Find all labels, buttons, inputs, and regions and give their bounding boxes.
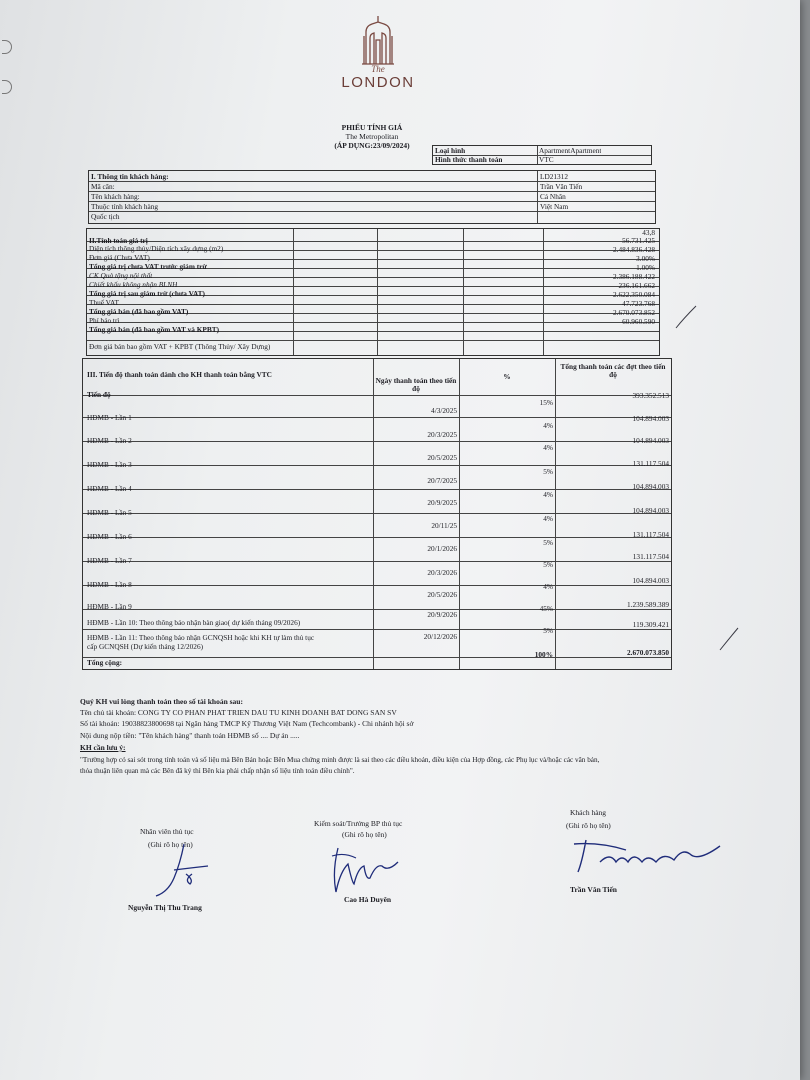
schedule-pct-10: 45% [539, 605, 553, 613]
schedule-stage-5: HĐMB - Lần 5 [87, 509, 132, 517]
brand-logo [333, 14, 423, 91]
schedule-amount-11: 119.309.421 [632, 621, 669, 629]
note-line-1: "Trường hợp có sai sót trong tính toán và số liệu mà Bên Bán hoặc Bên Mua chứng minh được là sai theo các điều khoản, điều kiện của Hợp đồng, các Phụ lục và/hoặc các văn bản, [80, 756, 600, 764]
customer-name-value: Trần Văn Tiến [540, 183, 583, 191]
schedule-date-6: 20/11/25 [431, 522, 457, 530]
pricing-label-2: Đơn giá (Chưa VAT) [89, 254, 150, 262]
pricing-section-title: II.Tính toán giá trị [89, 237, 148, 245]
schedule-amount-6: 104.894.003 [632, 507, 669, 515]
schedule-stage-2: HĐMB - Lần 2 [87, 437, 132, 445]
pricing-value-6: 236.161.662 [618, 282, 655, 290]
customer-name-label: Tên khách hàng: [91, 193, 140, 201]
schedule-date-3: 20/5/2025 [427, 454, 457, 462]
bank-holder: Tên chủ tài khoản: CONG TY CO PHAN PHAT TRIEN DAU TU KINH DOANH BAT DONG SAN SV [80, 708, 397, 717]
pricing-value-4: 1.00% [636, 264, 655, 272]
schedule-pct-6: 4% [543, 515, 553, 523]
schedule-stage-7: HĐMB - Lần 7 [87, 557, 132, 565]
schedule-pct-11: 5% [543, 627, 553, 635]
schedule-amount-9: 104.894.003 [632, 577, 669, 585]
schedule-pct-2: 4% [543, 422, 553, 430]
type-value: ApartmentApartment [539, 147, 602, 155]
pricing-value-10: 60.960.590 [622, 318, 655, 326]
type-table [432, 145, 652, 165]
note-line-2: thỏa thuận liên quan mà các Bên đã ký thì Bên kia phải chấp nhận số liệu tính toán điều chỉnh". [80, 767, 355, 775]
schedule-total-label: Tổng cộng: [87, 659, 123, 667]
schedule-pct-7: 5% [543, 539, 553, 547]
schedule-date-8: 20/3/2026 [427, 569, 457, 577]
brand-name: LONDON [341, 74, 415, 91]
signer-3-name: Trần Văn Tiến [570, 885, 617, 894]
schedule-amount-4: 131.117.504 [632, 460, 669, 468]
signature-2 [326, 842, 406, 898]
schedule-stage-6: HĐMB - Lần 6 [87, 533, 132, 541]
schedule-stage-4: HĐMB - Lần 4 [87, 485, 132, 493]
signature-3 [570, 832, 730, 878]
pricing-value-5: 2.386.188.422 [613, 273, 655, 281]
signer-2-hint: (Ghi rõ họ tên) [342, 830, 387, 839]
customer-type-label: Thuộc tính khách hàng [91, 203, 159, 211]
pricing-table [86, 228, 660, 356]
schedule-date-5: 20/9/2025 [427, 499, 457, 507]
type-label: Loại hình [435, 147, 466, 155]
schedule-stage-10: HĐMB - Lần 10: Theo thông báo nhận bàn giao( dự kiến tháng 09/2026) [87, 619, 301, 627]
nationality-label: Quốc tịch [91, 213, 120, 221]
schedule-stage-11-cont: cấp GCNQSH (Dự kiến tháng 12/2026) [87, 643, 204, 651]
brand-the: The [371, 64, 385, 74]
signer-2-role: Kiểm soát/Trưởng BP thủ tục [314, 819, 403, 828]
schedule-stage-1: HĐMB - Lần 1 [87, 414, 132, 422]
bank-account: Số tài khoản: 19038823800698 tại Ngân hàng TMCP Kỹ Thương Việt Nam (Techcombank) - Chi nhánh hội sở [80, 719, 414, 728]
bank-intro: Quý KH vui lòng thanh toán theo số tài khoản sau: [80, 697, 243, 706]
note-title: KH cần lưu ý: [80, 743, 126, 752]
unit-code-label: Mã căn: [91, 183, 115, 191]
pricing-label-8: Tổng giá bán (đã bao gồm VAT) [89, 308, 189, 316]
schedule-pct-9: 4% [543, 583, 553, 591]
pricing-label-3: Tổng giá trị chưa VAT trước giảm trừ [89, 263, 207, 271]
payment-method-value: VTC [539, 156, 554, 164]
pricing-value-8: 47.723.768 [622, 300, 655, 308]
schedule-col-date: Ngày thanh toán theo tiến độ [375, 377, 457, 393]
schedule-pct-5: 4% [543, 491, 553, 499]
pricing-value-3: 3.00% [636, 255, 655, 263]
pricing-label-9: Phí bảo trì [89, 317, 120, 325]
pricing-label-4: CK Quà tặng nội thất [89, 272, 153, 280]
pricing-label-5: Chiết khấu không nhận BLNH [89, 281, 178, 289]
payment-method-label: Hình thức thanh toán [435, 156, 503, 164]
schedule-pct-1: 15% [539, 399, 553, 407]
customer-type-value: Cá Nhân [540, 193, 566, 201]
pricing-label-1: Diện tích thông thủy/Diện tích xây dựng (m2) [89, 245, 224, 253]
schedule-stage-11: HĐMB - Lần 11: Theo thông báo nhận GCNQSH hoặc khi KH tự làm thủ tục [87, 634, 315, 642]
pricing-value-0: 43,8 [642, 229, 655, 237]
schedule-date-11: 20/12/2026 [423, 633, 457, 641]
schedule-col-total: Tổng thanh toán các đợt theo tiến độ [560, 363, 666, 379]
schedule-pct-3: 4% [543, 444, 553, 452]
signer-1-hint: (Ghi rõ họ tên) [148, 840, 193, 849]
schedule-stage-3: HĐMB - Lần 3 [87, 461, 132, 469]
schedule-section-title: III. Tiến độ thanh toán dành cho KH thanh toán bằng VTC [87, 371, 272, 379]
signer-1-role: Nhân viên thủ tục [140, 827, 194, 836]
page-title: PHIẾU TÍNH GIÁ [341, 123, 403, 132]
tick-mark-icon [674, 304, 698, 330]
schedule-date-2: 20/3/2025 [427, 431, 457, 439]
schedule-amount-7: 131.117.504 [632, 531, 669, 539]
pricing-label-6: Tổng giá trị sau giảm trừ (chưa VAT) [89, 290, 205, 298]
pricing-value-9: 2.670.073.852 [613, 309, 655, 317]
applied-date: (ÁP DỤNG:23/09/2024) [334, 141, 410, 150]
schedule-col-stage: Tiến độ [87, 391, 111, 399]
signer-2-name: Cao Hà Duyên [344, 895, 392, 904]
schedule-amount-1: 393.352.513 [632, 392, 669, 400]
schedule-date-7: 20/1/2026 [427, 545, 457, 553]
schedule-date-9: 20/5/2026 [427, 591, 457, 599]
schedule-amount-2: 104.894.003 [632, 415, 669, 423]
schedule-date-1: 4/3/2025 [431, 407, 457, 415]
unit-code-value: LD21312 [540, 173, 568, 181]
schedule-pct-8: 5% [543, 561, 553, 569]
pricing-label-11: Đơn giá bán bao gồm VAT + KPBT (Thông Thủy/ Xây Dựng) [89, 343, 271, 351]
schedule-amount-10: 1.239.589.389 [627, 601, 669, 609]
schedule-amount-3: 104.894.003 [632, 437, 669, 445]
schedule-total-pct: 100% [534, 651, 553, 659]
signer-3-hint: (Ghi rõ họ tên) [566, 821, 611, 830]
schedule-amount-5: 104.894.003 [632, 483, 669, 491]
payment-schedule-table [82, 358, 672, 670]
schedule-stage-8: HĐMB - Lần 8 [87, 581, 132, 589]
schedule-stage-9: HĐMB - Lần 9 [87, 603, 132, 611]
building-logo-icon [358, 14, 398, 66]
schedule-pct-4: 5% [543, 468, 553, 476]
schedule-col-pct: % [503, 373, 511, 381]
schedule-amount-8: 131.117.504 [632, 553, 669, 561]
signature-1 [150, 840, 220, 900]
customer-info-table [88, 170, 656, 224]
signer-1-name: Nguyễn Thị Thu Trang [128, 903, 202, 912]
schedule-date-10: 20/9/2026 [427, 611, 457, 619]
tick-mark-icon [718, 626, 740, 652]
pricing-value-7: 2.622.350.084 [613, 291, 655, 299]
customer-section-title: I. Thông tin khách hàng: [91, 173, 169, 181]
bank-transfer-content: Nội dung nộp tiền: "Tên khách hàng" thanh toán HĐMB số .... Dự án ..... [80, 731, 300, 740]
pricing-value-2: 2.484.836.428 [613, 246, 655, 254]
signer-3-role: Khách hàng [570, 808, 607, 817]
schedule-total-amount: 2.670.073.850 [627, 649, 669, 657]
pricing-label-10: Tổng giá bán (đã bao gồm VAT và KPBT) [89, 326, 220, 334]
schedule-date-4: 20/7/2025 [427, 477, 457, 485]
nationality-value: Việt Nam [540, 203, 569, 211]
project-name: The Metropolitan [345, 132, 399, 141]
pricing-value-1: 56.731.425 [622, 237, 655, 245]
pricing-label-7: Thuế VAT [89, 299, 119, 307]
